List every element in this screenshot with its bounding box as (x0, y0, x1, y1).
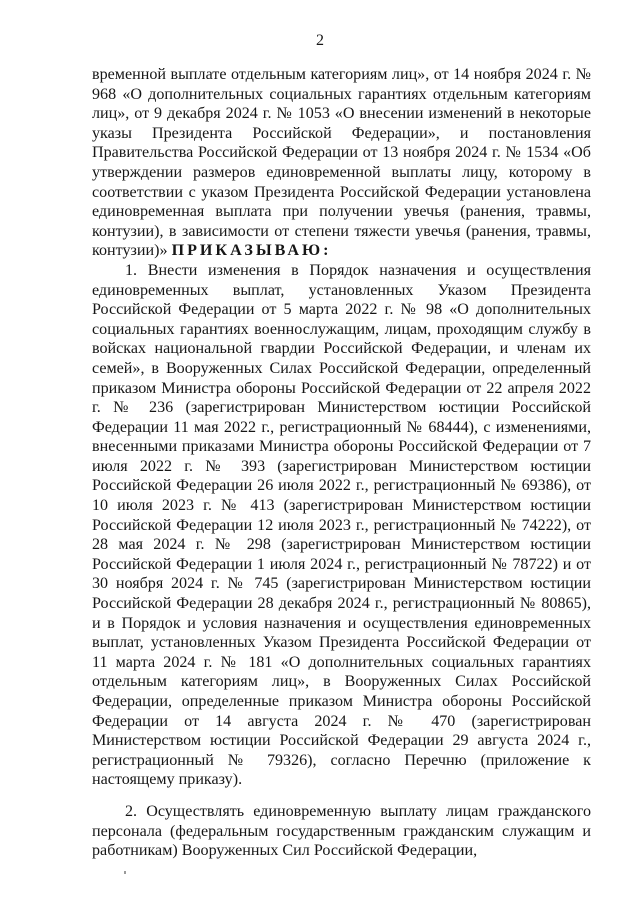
order-word: ПРИКАЗЫВАЮ: (171, 242, 332, 260)
paragraph-item-2: 2. Осуществлять единовременную выплату лицам гражданского персонала (федеральным государственным гражданским служащим и работникам) Вооруженных Сил Российской Федерации, (92, 802, 591, 860)
scan-speck (124, 871, 126, 874)
intro-paragraph (92, 65, 591, 261)
paragraph-item-1: 1. Внести изменения в Порядок назначения и осуществления единовременных выплат, установленных Указом Президента Российской Федерации от 5 марта 2022 г. № 98 «О дополнительных социальных гарантиях военнослужащим, лицам, проходящим службу в войсках национальной гвардии Российской Федерации, и членам их семей», в Вооруженных Силах Российской Федерации, определенный приказом Министра обороны Российской Федерации от 22 апреля 2022 г. № 236 (зарегистрирован Министерством юстиции Российской Федерации 11 мая 2022 г., регистрационный № 68444), с изменениями, внесенными приказами Министра обороны Российской Федерации от 7 июля 2022 г. № 393 (зарегистрирован Министерством юстиции Российской Федерации 26 июля 2022 г., регистрационный № 69386), от 10 июля 2023 г. № 413 (зарегистрирован Министерством юстиции Российской Федерации 12 июля 2023 г., регистрационный № 74222), от 28 мая 2024 г. № 298 (зарегистрирован Министерством юстиции Российской Федерации 1 июля 2024 г., регистрационный № 78722) и от 30 ноября 2024 г. № 745 (зарегистрирован Министерством юстиции Российской Федерации 28 декабря 2024 г., регистрационный № 80865), и в Порядок и условия назначения и осуществления единовременных выплат, установленных Указом Президента Российской Федерации от 11 марта 2024 г. № 181 «О дополнительных социальных гарантиях отдельным категориям лиц», в Вооруженных Силах Российской Федерации, определенные приказом Министра обороны Российской Федерации от 14 августа 2024 г. № 470 (зарегистрирован Министерством юстиции Российской Федерации 29 августа 2024 г., регистрационный № 79326), согласно Перечню (приложение к настоящему приказу). (92, 261, 591, 789)
document-body (92, 65, 591, 861)
page-number: 2 (316, 32, 324, 49)
intro-text: временной выплате отдельным категориям лиц», от 14 ноября 2024 г. № 968 «О дополнительных социальных гарантиях отдельным категориям лиц», от 9 декабря 2024 г. № 1053 «О внесении изменений в некоторые указы Президента Российской Федерации», и постановления Правительства Российской Федерации от 13 ноября 2024 г. № 1534 «Об утверждении размеров единовременной выплаты лицу, которому в соответствии с указом Президента Российской Федерации установлена единовременная выплата при получении увечья (ранения, травмы, контузии), в зависимости от степени тяжести увечья (ранения, травмы, контузии)» (92, 66, 591, 260)
